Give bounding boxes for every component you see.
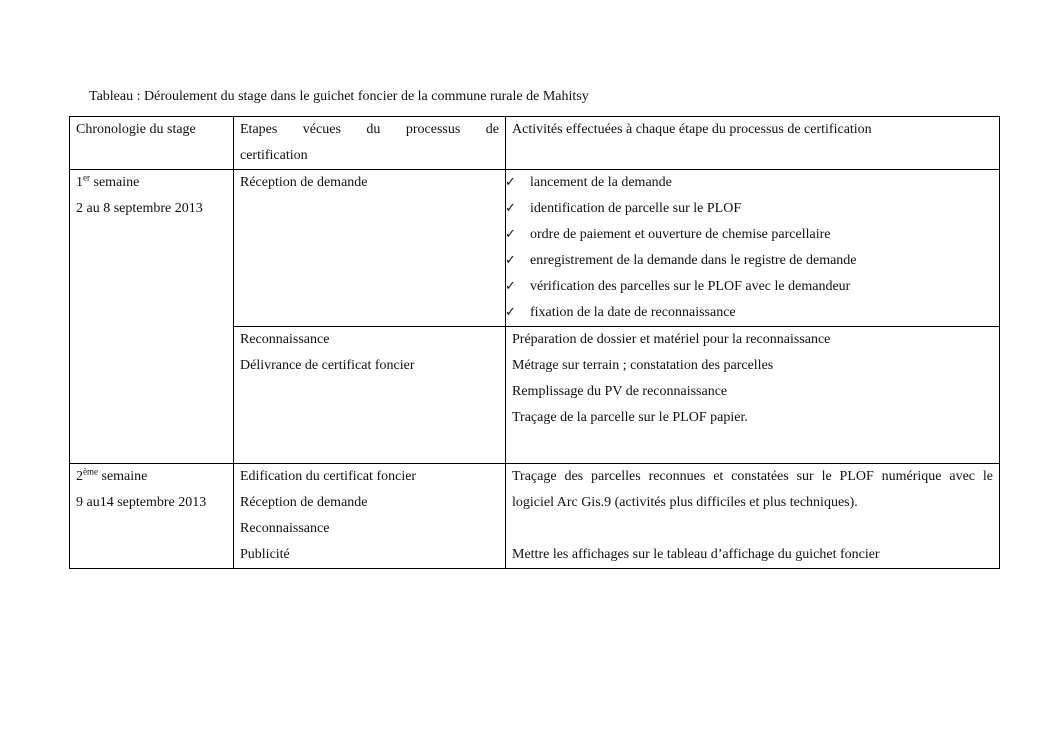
step-text: Reconnaissance bbox=[240, 332, 330, 347]
list-item bbox=[505, 274, 993, 300]
week2-ordinal: ème bbox=[83, 466, 98, 477]
activity-text: fixation de la date de reconnaissance bbox=[530, 305, 736, 320]
activity-text: logiciel Arc Gis.9 (activités plus difficiles et plus techniques). bbox=[512, 495, 858, 510]
week1-number: 1 bbox=[76, 175, 83, 190]
step-text: Publicité bbox=[240, 547, 290, 562]
week1-reception-activities-cell bbox=[506, 170, 1000, 327]
list-item bbox=[505, 222, 993, 248]
activity-text: ordre de paiement et ouverture de chemise parcellaire bbox=[530, 227, 831, 242]
list-item bbox=[505, 196, 993, 222]
activity-text: lancement de la demande bbox=[530, 175, 672, 190]
header-etapes-line2: certification bbox=[240, 148, 308, 163]
week1-dates: 2 au 8 septembre 2013 bbox=[76, 201, 203, 216]
table-row bbox=[70, 170, 1000, 327]
check-icon: ✓ bbox=[505, 175, 516, 190]
reception-checklist bbox=[505, 170, 993, 326]
header-activites-text: Activités effectuées à chaque étape du processus de certification bbox=[512, 122, 872, 137]
check-icon: ✓ bbox=[505, 201, 516, 216]
step-text: Reconnaissance bbox=[240, 521, 330, 536]
check-icon: ✓ bbox=[505, 227, 516, 242]
header-chronologie-text: Chronologie du stage bbox=[76, 122, 196, 137]
week1-reconnaissance-activities-cell bbox=[506, 327, 1000, 464]
internship-schedule-table bbox=[69, 116, 1000, 569]
week1-chronology-cell bbox=[70, 170, 234, 464]
activity-text: Préparation de dossier et matériel pour la reconnaissance bbox=[512, 332, 831, 347]
week1-semaine: semaine bbox=[90, 175, 140, 190]
week2-dates: 9 au14 septembre 2013 bbox=[76, 495, 207, 510]
list-item bbox=[505, 300, 993, 326]
activity-text: Remplissage du PV de reconnaissance bbox=[512, 384, 728, 399]
week2-label bbox=[76, 464, 227, 490]
week2-semaine: semaine bbox=[98, 469, 148, 484]
table-row bbox=[70, 464, 1000, 569]
activity-text: Mettre les affichages sur le tableau d’affichage du guichet foncier bbox=[512, 547, 880, 562]
header-etapes bbox=[234, 117, 506, 170]
week2-steps-cell bbox=[234, 464, 506, 569]
list-item bbox=[505, 248, 993, 274]
week2-number: 2 bbox=[76, 469, 83, 484]
step-text: Réception de demande bbox=[240, 495, 368, 510]
activity-text: Traçage de la parcelle sur le PLOF papier. bbox=[512, 410, 748, 425]
week2-activities-cell bbox=[506, 464, 1000, 569]
header-etapes-line1: Etapes vécues du processus de bbox=[240, 122, 499, 137]
week2-chronology-cell bbox=[70, 464, 234, 569]
activity-text: Traçage des parcelles reconnues et constatées sur le PLOF numérique avec le bbox=[512, 469, 993, 484]
step-text: Edification du certificat foncier bbox=[240, 469, 417, 484]
activity-text: Métrage sur terrain ; constatation des parcelles bbox=[512, 358, 774, 373]
table-header-row bbox=[70, 117, 1000, 170]
header-activites bbox=[506, 117, 1000, 170]
list-item bbox=[505, 170, 993, 196]
activity-text: enregistrement de la demande dans le registre de demande bbox=[530, 253, 857, 268]
week1-ordinal: er bbox=[83, 172, 90, 183]
table-caption: Tableau : Déroulement du stage dans le guichet foncier de la commune rurale de Mahitsy bbox=[89, 89, 589, 104]
step-text: Délivrance de certificat foncier bbox=[240, 358, 415, 373]
header-chronologie bbox=[70, 117, 234, 170]
activity-text: identification de parcelle sur le PLOF bbox=[530, 201, 742, 216]
week1-label bbox=[76, 170, 227, 196]
spacer bbox=[512, 516, 993, 542]
week1-reception-step-cell bbox=[234, 170, 506, 327]
check-icon: ✓ bbox=[505, 305, 516, 320]
week1-reception-step: Réception de demande bbox=[240, 175, 368, 190]
activity-text: vérification des parcelles sur le PLOF avec le demandeur bbox=[530, 279, 851, 294]
week1-reconnaissance-steps-cell bbox=[234, 327, 506, 464]
check-icon: ✓ bbox=[505, 253, 516, 268]
check-icon: ✓ bbox=[505, 279, 516, 294]
